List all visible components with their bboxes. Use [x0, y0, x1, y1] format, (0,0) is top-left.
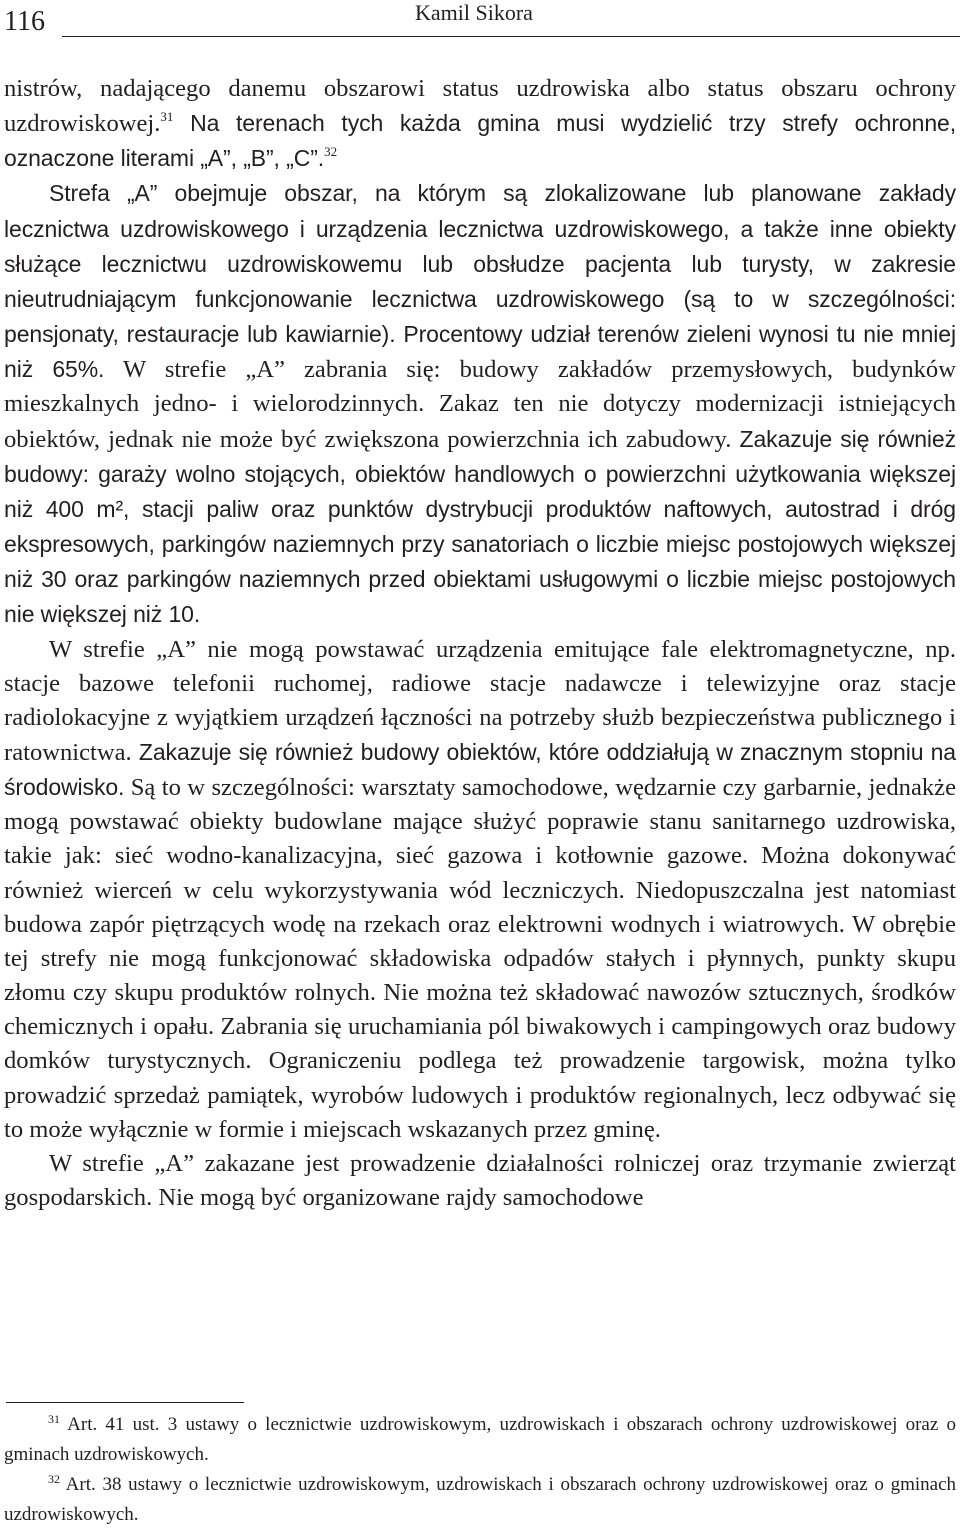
footnote — [4, 1410, 956, 1470]
text-run: W strefie „A” zabrania się: budowy zakładów przemysłowych, budynków mieszkalnych jedno- i wielorodzinnych. Zakaz ten nie dotyczy modernizacji istniejących obiektów, jednak nie może być zwiększona powierzchnia ich zabudowy. — [4, 356, 956, 453]
text-run: Zakazuje się również budowy obiektów, które oddziałują w znacznym stopniu na środowisko. — [4, 738, 956, 801]
page-number: 116 — [4, 6, 45, 37]
text-run: Są to w szczególności: warsztaty samochodowe, wędzarnie czy garbarnie, jednakże mogą powstawać obiekty budowlane mające służyć poprawie stanu sanitarnego uzdrowiska, takie jak: sieć wodno-kanalizacyjna, sieć gazowa i kotłownie gazowe. Można dokonywać również wierceń w celu wykorzystywania wód leczniczych. Niedopuszczalna jest natomiast budowa zapór piętrzących wodę na rzekach oraz elektrowni wodnych i wiatrowych. W obrębie tej strefy nie mogą funkcjonować składowiska odpadów stałych i płynnych, punkty skupu złomu czy skupu produktów rolnych. Nie można też składować nawozów sztucznych, środków chemicznych i opału. Zabrania się uruchamiania pól biwakowych i campingowych oraz budowy domków turystycznych. Ograniczeniu podlega też prowadzenie targowisk, można tylko prowadzić sprzedaż pamiątek, wyrobów ludowych i produktów regionalnych, lecz odbywać się to może wyłącznie w formie i miejscach wskazanych przez gminę. — [4, 774, 956, 1143]
body-text — [4, 72, 956, 1215]
text-run: nistrów, nadającego danemu obszarowi status uzdrowiska albo status obszaru ochrony uzdrowiskowej. — [4, 75, 956, 138]
text-run: Zakazuje się również budowy: garaży wolno stojących, obiektów handlowych o powierzchni użytkowania większej niż 400 m², stacji paliw oraz punktów dystrybucji produktów naftowych, autostrad i dróg ekspresowych, parkingów naziemnych przy sanatoriach o liczbie miejsc postojowych większej niż 30 oraz parkingów naziemnych przed obiektami usługowymi o liczbie miejsc postojowych nie większej niż 10. — [4, 425, 956, 628]
footnote-ref: 32 — [324, 144, 338, 160]
footnote-rule — [6, 1402, 244, 1403]
page-header — [0, 0, 960, 40]
text-run: Na terenach tych każda gmina musi wydzielić trzy strefy ochronne, oznaczone literami „A”, „B”, „C”. — [4, 110, 956, 172]
footnote-number: 32 — [48, 1472, 60, 1486]
text-run: Strefa „A” obejmuje obszar, na którym są zlokalizowane lub planowane zakłady lecznictwa uzdrowiskowego i urządzenia lecznictwa uzdrowiskowego, a także inne obiekty służące lecznictwu uzdrowiskowemu lub obsłudze pacjenta lub turysty, w zakresie nieutrudniającym funkcjonowanie lecznictwa uzdrowiskowego (są to w szczególności: pensjonaty, restauracje lub kawiarnie). Procentowy udział terenów zieleni wynosi tu nie mniej niż 65%. — [4, 180, 956, 383]
text-run: W strefie „A” zakazane jest prowadzenie działalności rolniczej oraz trzymanie zwierząt gospodarskich. Nie mogą być organizowane rajdy samochodowe — [4, 1149, 956, 1211]
footnote-text: Art. 38 ustawy o lecznictwie uzdrowiskowym, uzdrowiskach i obszarach ochrony uzdrowiskowej oraz o gminach uzdrowiskowych. — [4, 1474, 956, 1525]
footnote-ref: 31 — [160, 109, 174, 125]
footnote — [4, 1470, 956, 1530]
paragraph — [4, 72, 956, 176]
footnote-number: 31 — [48, 1412, 60, 1426]
running-head-author: Kamil Sikora — [415, 0, 533, 25]
paragraph — [4, 633, 956, 1147]
paragraph — [4, 1147, 956, 1215]
header-rule — [62, 36, 960, 37]
text-run: W strefie „A” nie mogą powstawać urządzenia emitujące fale elektromagnetyczne, np. stacje bazowe telefonii ruchomej, radiowe stacje nadawcze i telewizyjne oraz stacje radiolokacyjne z wyjątkiem urządzeń łączności na potrzeby służb bezpieczeństwa publicznego i ratownictwa. — [4, 635, 956, 766]
footnotes — [4, 1410, 956, 1530]
paragraph — [4, 176, 956, 632]
footnote-text: Art. 41 ust. 3 ustawy o lecznictwie uzdrowiskowym, uzdrowiskach i obszarach ochrony uzdrowiskowej oraz o gminach uzdrowiskowych. — [4, 1414, 956, 1465]
